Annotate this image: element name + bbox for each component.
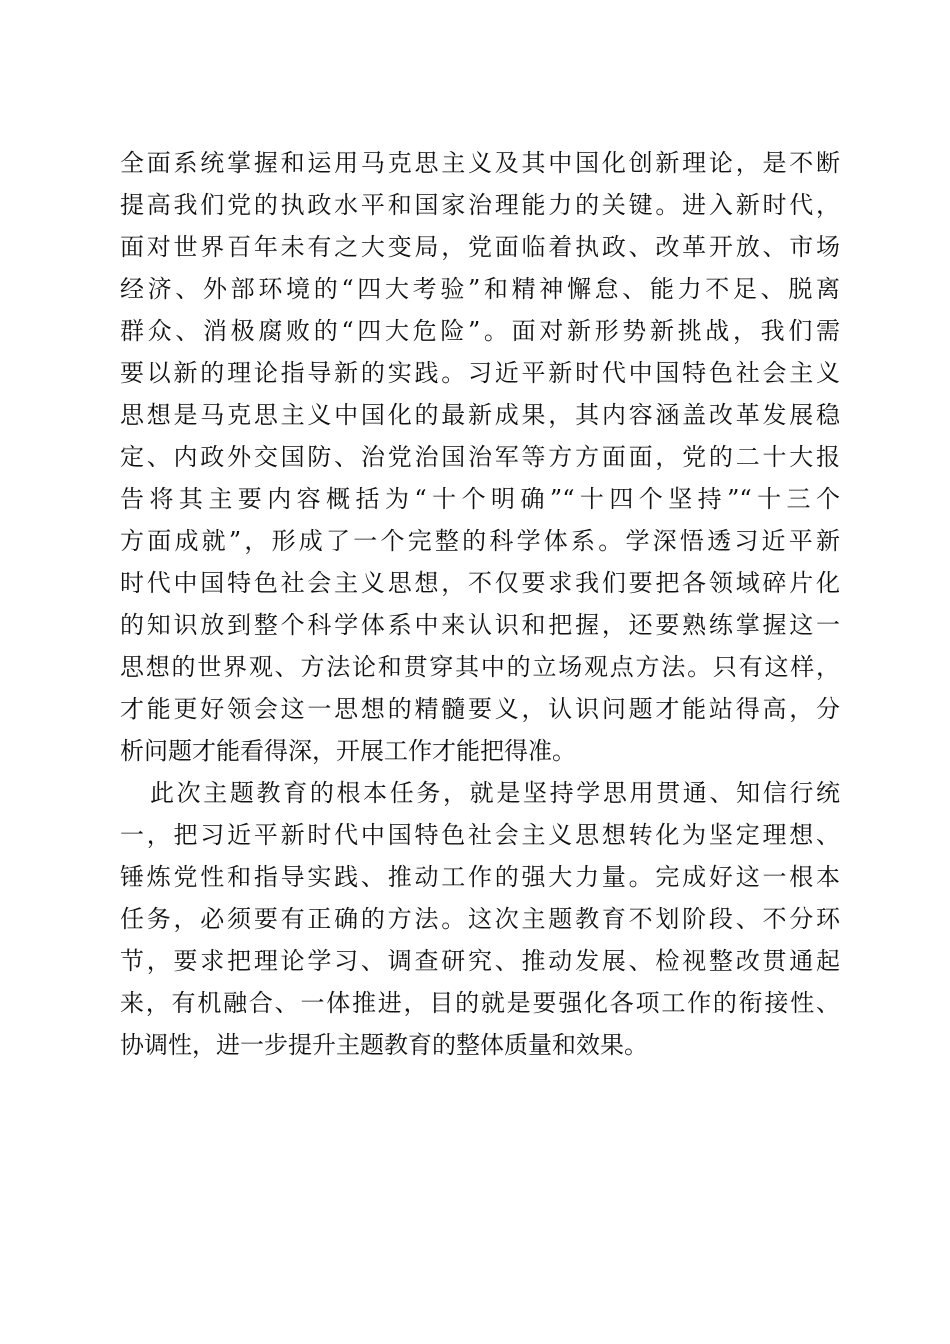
paragraph-line: 此次主题教育的根本任务，就是坚持学思用贯通、知信行统 [150,779,840,807]
paragraph-line: 经济、外部环境的“四大考验”和精神懈怠、能力不足、脱离 [120,275,840,303]
paragraph-1 [120,142,840,772]
paragraph-line: 节，要求把理论学习、调查研究、推动发展、检视整改贯通起 [120,947,840,975]
paragraph-line: 协调性，进一步提升主题教育的整体质量和效果。 [120,1031,648,1059]
paragraph-line: 才能更好领会这一思想的精髓要义，认识问题才能站得高，分 [120,695,840,723]
document-body [120,142,840,1066]
paragraph-line: 定、内政外交国防、治党治国治军等方方面面，党的二十大报 [120,443,840,471]
paragraph-line: 析问题才能看得深，开展工作才能把得准。 [120,737,576,765]
paragraph-line: 全面系统掌握和运用马克思主义及其中国化创新理论，是不断 [120,149,840,177]
paragraph-2 [120,772,840,1066]
paragraph-line: 时代中国特色社会主义思想，不仅要求我们要把各领域碎片化 [120,569,840,597]
paragraph-line: 锤炼党性和指导实践、推动工作的强大力量。完成好这一根本 [120,863,840,891]
paragraph-line: 思想是马克思主义中国化的最新成果，其内容涵盖改革发展稳 [120,401,840,429]
paragraph-line: 面对世界百年未有之大变局，党面临着执政、改革开放、市场 [120,233,840,261]
paragraph-line: 群众、消极腐败的“四大危险”。面对新形势新挑战，我们需 [120,317,840,345]
paragraph-line: 提高我们党的执政水平和国家治理能力的关键。进入新时代， [120,191,840,219]
paragraph-line: 告将其主要内容概括为“十个明确”“十四个坚持”“十三个 [120,485,840,513]
paragraph-line: 一，把习近平新时代中国特色社会主义思想转化为坚定理想、 [120,821,840,849]
paragraph-line: 的知识放到整个科学体系中来认识和把握，还要熟练掌握这一 [120,611,840,639]
paragraph-line: 思想的世界观、方法论和贯穿其中的立场观点方法。只有这样， [120,653,840,681]
paragraph-line: 要以新的理论指导新的实践。习近平新时代中国特色社会主义 [120,359,840,387]
paragraph-line: 来，有机融合、一体推进，目的就是要强化各项工作的衔接性、 [120,989,840,1017]
paragraph-line: 任务，必须要有正确的方法。这次主题教育不划阶段、不分环 [120,905,840,933]
paragraph-line: 方面成就”，形成了一个完整的科学体系。学深悟透习近平新 [120,527,840,555]
